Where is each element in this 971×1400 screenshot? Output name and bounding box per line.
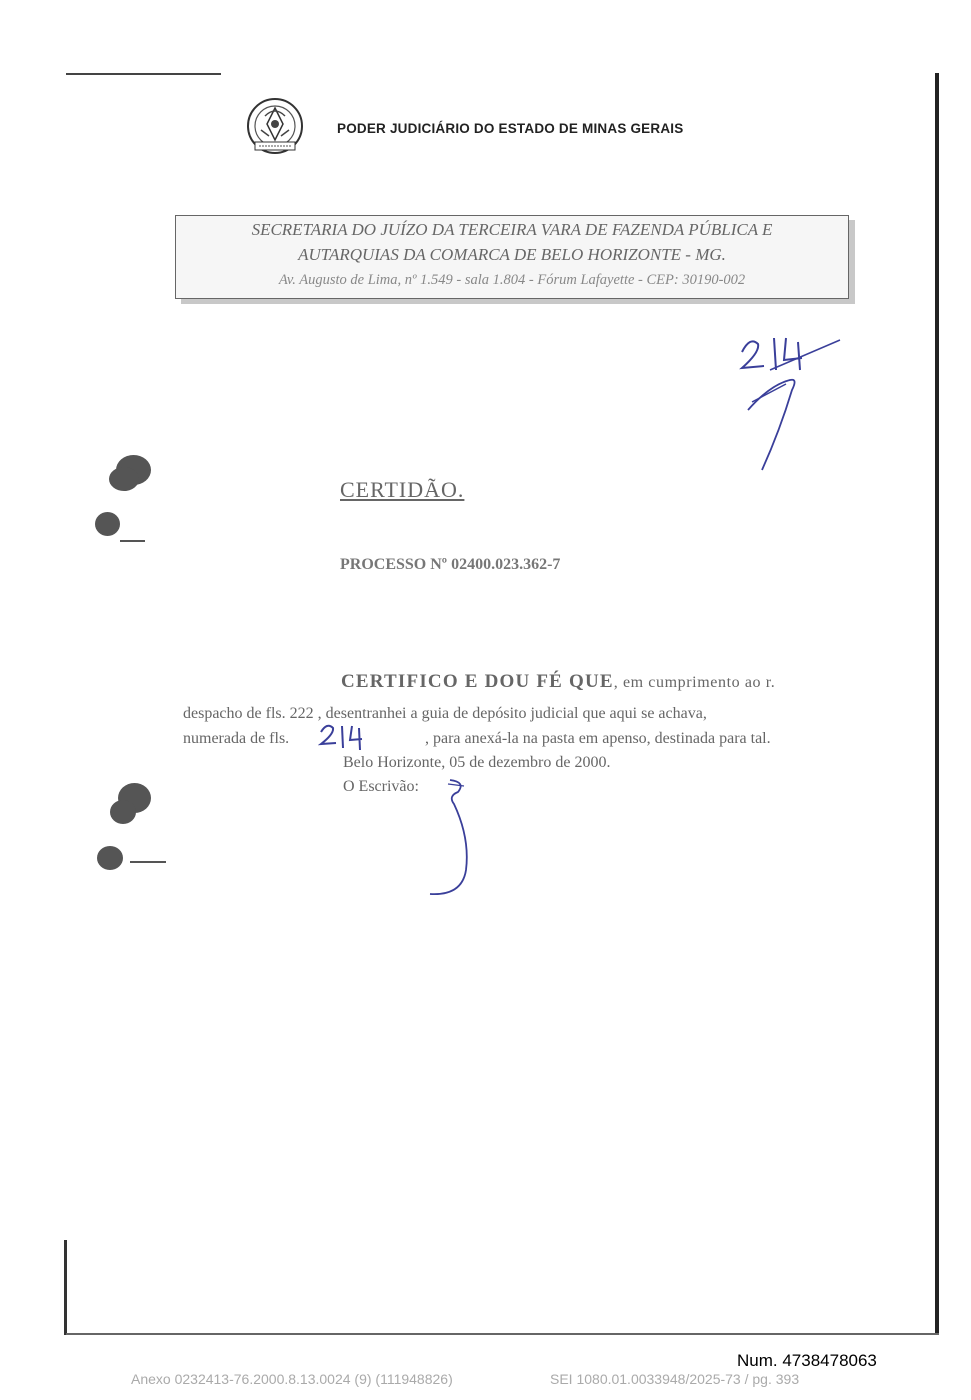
escrivao-signature bbox=[418, 778, 478, 898]
binder-hole-3b bbox=[110, 800, 136, 824]
binder-hole-2 bbox=[95, 512, 120, 536]
processo-number: PROCESSO Nº 02400.023.362-7 bbox=[340, 556, 561, 573]
sei-reference: SEI 1080.01.0033948/2025-73 / pg. 393 bbox=[550, 1371, 800, 1387]
secretaria-line-1: SECRETARIA DO JUÍZO DA TERCEIRA VARA DE FAZENDA PÚBLICA E bbox=[251, 220, 773, 239]
certifico-line-rest: , em cumprimento ao r. bbox=[613, 674, 776, 691]
scan-edge-top bbox=[66, 73, 221, 75]
binder-mark-2 bbox=[120, 540, 145, 542]
certifico-line bbox=[341, 671, 775, 693]
handwritten-fls-214 bbox=[318, 722, 366, 752]
binder-mark-4 bbox=[130, 861, 166, 863]
binder-hole-4 bbox=[97, 846, 123, 870]
scan-edge-bottom bbox=[66, 1333, 939, 1335]
court-title: PODER JUDICIÁRIO DO ESTADO DE MINAS GERAIS bbox=[337, 121, 684, 136]
certifico-lead: CERTIFICO E DOU FÉ QUE bbox=[341, 671, 614, 692]
scan-edge-left bbox=[64, 1240, 67, 1335]
certidao-title: CERTIDÃO. bbox=[340, 477, 465, 502]
annex-reference: Anexo 0232413-76.2000.8.13.0024 (9) (111948826) bbox=[131, 1371, 453, 1387]
handwritten-page-number-214 bbox=[730, 330, 850, 475]
document-num: Num. 4738478063 bbox=[737, 1351, 877, 1370]
numerada-line-end: , para anexá-la na pasta em apenso, destinada para tal. bbox=[425, 730, 771, 747]
place-date: Belo Horizonte, 05 de dezembro de 2000. bbox=[343, 754, 611, 771]
numerada-line bbox=[183, 730, 289, 748]
secretaria-address: Av. Augusto de Lima, nº 1.549 - sala 1.804 - Fórum Lafayette - CEP: 30190-002 bbox=[278, 272, 746, 288]
binder-hole-1b bbox=[109, 467, 139, 491]
numerada-line-start: numerada de fls. bbox=[183, 730, 290, 747]
scan-edge-right bbox=[935, 73, 939, 1335]
secretaria-line-2: AUTARQUIAS DA COMARCA DE BELO HORIZONTE - MG. bbox=[298, 245, 726, 264]
state-seal-icon bbox=[243, 96, 307, 158]
signer-label: O Escrivão: bbox=[343, 778, 419, 795]
despacho-line: despacho de fls. 222 , desentranhei a guia de depósito judicial que aqui se achava, bbox=[183, 705, 707, 722]
secretaria-header-box bbox=[175, 215, 849, 299]
